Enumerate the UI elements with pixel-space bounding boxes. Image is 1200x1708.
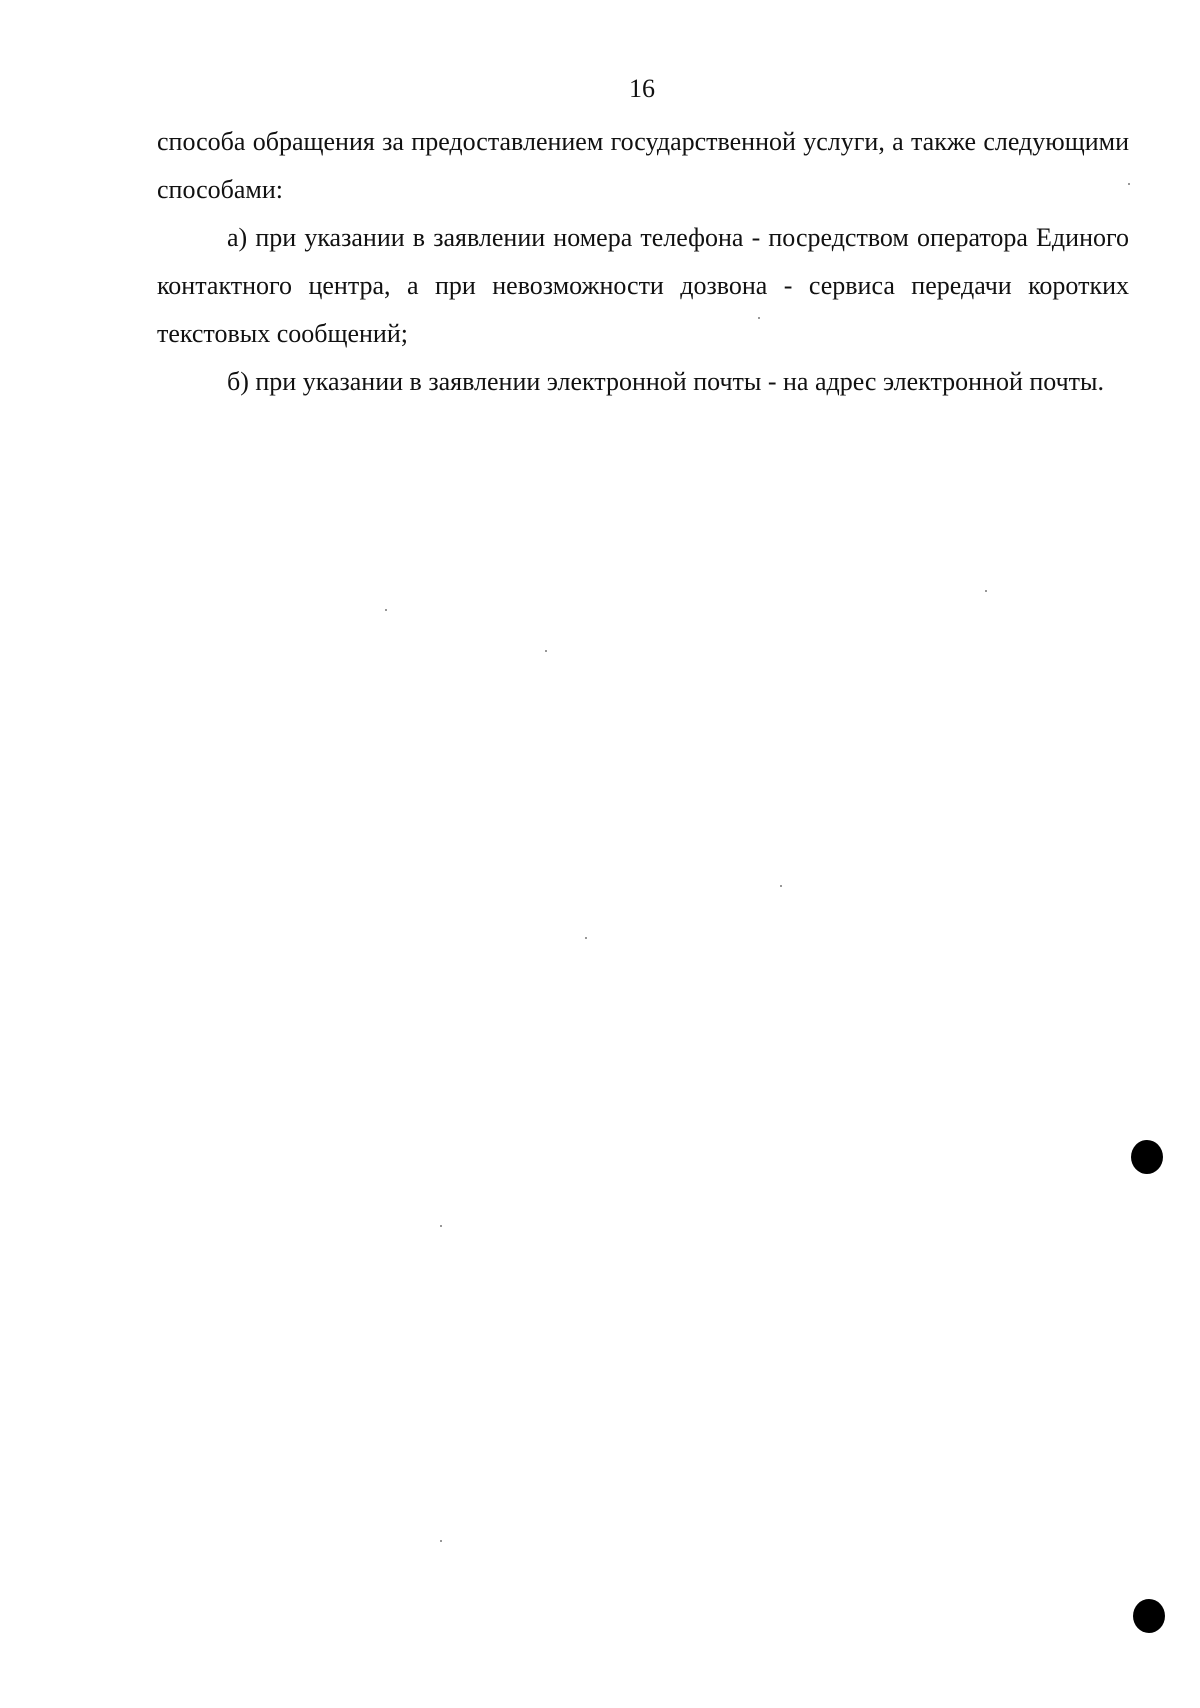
- page-number: 16: [629, 74, 655, 103]
- scan-speck: [385, 609, 387, 611]
- scan-speck: [758, 317, 760, 319]
- document-body: [157, 118, 1129, 406]
- punch-hole-mark: [1131, 1140, 1163, 1174]
- scan-speck: [440, 1225, 442, 1227]
- scan-speck: [545, 650, 547, 652]
- scan-speck: [1128, 183, 1130, 185]
- scan-speck: [440, 1540, 442, 1542]
- punch-hole-mark: [1133, 1599, 1165, 1633]
- scan-speck: [985, 590, 987, 592]
- paragraph-continuation: способа обращения за предоставлением государственной услуги, а также следующими способами:: [157, 127, 1129, 204]
- scan-speck: [585, 937, 587, 939]
- paragraph-item-b: б) при указании в заявлении электронной почты - на адрес электронной почты.: [227, 367, 1105, 396]
- scan-speck: [780, 885, 782, 887]
- paragraph-item-a: а) при указании в заявлении номера телефона - посредством оператора Единого контактного центра, а при невозможности дозвона - сервиса передачи коротких текстовых сообщений;: [157, 223, 1129, 348]
